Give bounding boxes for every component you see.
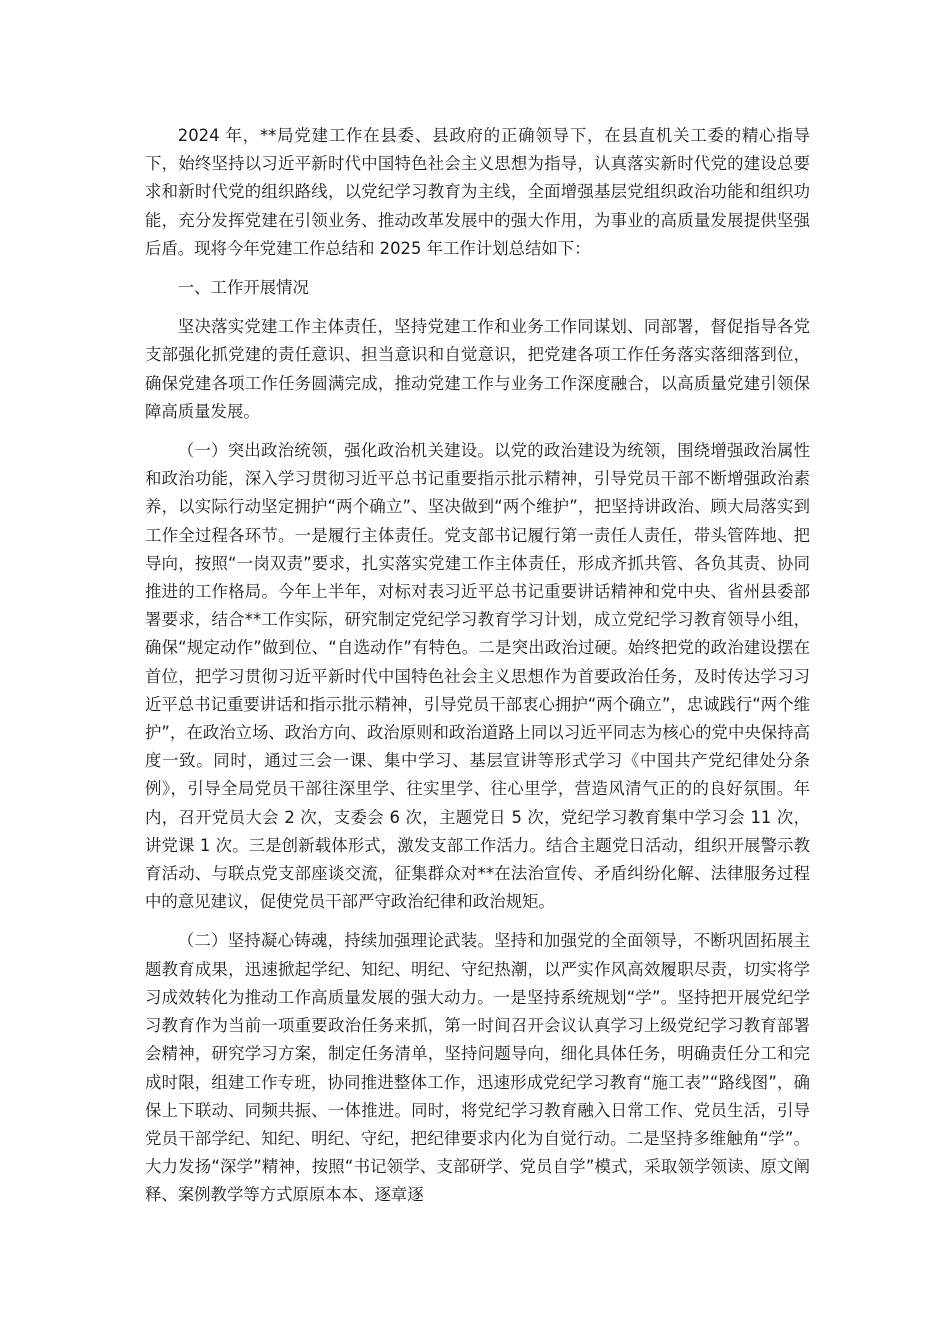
document-body — [145, 122, 810, 1221]
subsection-paragraph-theory: （二）坚持凝心铸魂，持续加强理论武装。坚持和加强党的全面领导，不断巩固拓展主题教育成果，迅速掀起学纪、知纪、明纪、守纪热潮，以严实作风高效履职尽责，切实将学习成效转化为推动工作高质量发展的强大动力。一是坚持系统规划“学”。坚持把开展党纪学习教育作为当前一项重要政治任务来抓，第一时间召开会议认真学习上级党纪学习教育部署会精神，研究学习方案，制定任务清单，坚持问题导向，细化具体任务，明确责任分工和完成时限，组建工作专班，协同推进整体工作，迅速形成党纪学习教育“施工表”“路线图”，确保上下联动、同频共振、一体推进。同时，将党纪学习教育融入日常工作、党员生活，引导党员干部学纪、知纪、明纪、守纪，把纪律要求内化为自觉行动。二是坚持多维触角“学”。大力发扬“深学”精神，按照“书记领学、支部研学、党员自学”模式，采取领学领读、原文阐释、案例教学等方式原原本本、逐章逐 — [145, 931, 810, 1205]
subsection-paragraph-political: （一）突出政治统领，强化政治机关建设。以党的政治建设为统领，围绕增强政治属性和政治功能，深入学习贯彻习近平总书记重要指示批示精神，引导党员干部不断增强政治素养，以实际行动坚定拥护“两个确立”、坚决做到“两个维护”，把坚持讲政治、顾大局落实到工作全过程各环节。一是履行主体责任。党支部书记履行第一责任人责任，带头管阵地、把导向，按照“一岗双责”要求，扎实落实党建工作主体责任，形成齐抓共管、各负其责、协同推进的工作格局。今年上半年，对标对表习近平总书记重要讲话精神和党中央、省州县委部署要求，结合**工作实际，研究制定党纪学习教育学习计划，成立党纪学习教育领导小组，确保“规定动作”做到位、“自选动作”有特色。二是突出政治过硬。始终把党的政治建设摆在首位，把学习贯彻习近平新时代中国特色社会主义思想作为首要政治任务，及时传达学习习近平总书记重要讲话和指示批示精神，引导党员干部衷心拥护“两个确立”，忠诚践行“两个维护”，在政治立场、政治方向、政治原则和政治道路上同以习近平同志为核心的党中央保持高度一致。同时，通过三会一课、集中学习、基层宣讲等形式学习《中国共产党纪律处分条例》，引导全局党员干部往深里学、往实里学、往心里学，营造风清气正的的良好氛围。年内，召开党员大会 2 次，支委会 6 次，主题党日 5 次，党纪学习教育集中学习会 11 次，讲党课 1 次。三是创新载体形式，激发支部工作活力。结合主题党日活动，组织开展警示教育活动、与联点党支部座谈交流，征集群众对**在法治宣传、矛盾纠纷化解、法律服务过程中的意见建议，促使党员干部严守政治纪律和政治规矩。 — [145, 441, 810, 912]
section-paragraph: 坚决落实党建工作主体责任，坚持党建工作和业务工作同谋划、同部署，督促指导各党支部强化抓党建的责任意识、担当意识和自觉意识，把党建各项工作任务落实落细落到位，确保党建各项工作任务圆满完成，推动党建工作与业务工作深度融合，以高质量党建引领保障高质量发展。 — [145, 317, 810, 421]
intro-paragraph: 2024 年，**局党建工作在县委、县政府的正确领导下，在县直机关工委的精心指导下，始终坚持以习近平新时代中国特色社会主义思想为指导，认真落实新时代党的建设总要求和新时代党的组织路线，以党纪学习教育为主线，全面增强基层党组织政治功能和组织功能，充分发挥党建在引领业务、推动改革发展中的强大作用，为事业的高质量发展提供坚强后盾。现将今年党建工作总结和 2025 年工作计划总结如下： — [145, 126, 810, 258]
section-heading-work-progress: 一、工作开展情况 — [177, 278, 309, 298]
